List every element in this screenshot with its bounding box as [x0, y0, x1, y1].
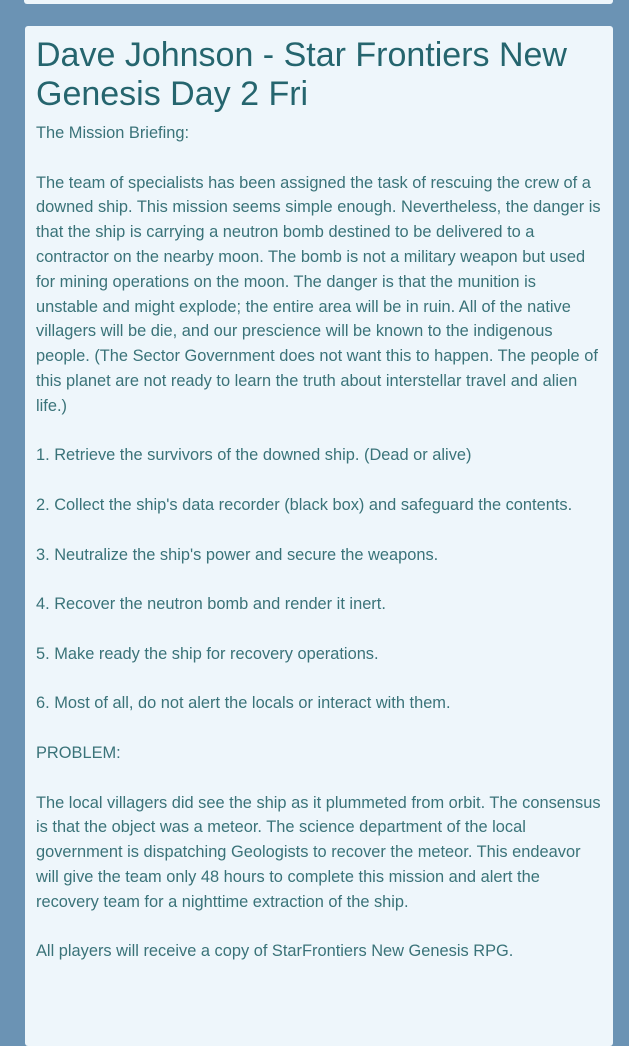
objective-1: 1. Retrieve the survivors of the downed ship. (Dead or alive) — [36, 446, 472, 465]
problem-heading: PROBLEM: — [36, 743, 121, 762]
footer-note: All players will receive a copy of StarFrontiers New Genesis RPG. — [36, 942, 514, 961]
objective-3: 3. Neutralize the ship's power and secure the weapons. — [36, 545, 439, 564]
problem-text: The local villagers did see the ship as it plummeted from orbit. The consensus is that the object was a meteor. The science department of the local government is dispatching Geologists to recover the meteor. This endeavor will give the team only 48 hours to complete this mission and alert the recovery team for a nighttime extraction of the ship. — [36, 793, 601, 911]
post-card — [25, 26, 613, 1046]
objective-2: 2. Collect the ship's data recorder (black box) and safeguard the contents. — [36, 495, 573, 514]
objective-5: 5. Make ready the ship for recovery operations. — [36, 644, 379, 663]
briefing-intro: The team of specialists has been assigned the task of rescuing the crew of a downed ship. This mission seems simple enough. Nevertheless, the danger is that the ship is carrying a neutron bomb destined to be delivered to a contractor on the nearby moon. The bomb is not a military weapon but used for mining operations on the moon. The danger is that the munition is unstable and might explode; the entire area will be in ruin. All of the native villagers will be die, and our prescience will be known to the indigenous people. (The Sector Government does not want this to happen. The people of this planet are not ready to learn the truth about interstellar travel and alien life.) — [36, 173, 601, 415]
post-title: Dave Johnson - Star Frontiers New Genesis Day 2 Fri — [36, 36, 567, 113]
post-content — [36, 121, 602, 964]
objective-4: 4. Recover the neutron bomb and render it inert. — [36, 595, 386, 614]
previous-post-card — [24, 0, 613, 4]
objective-6: 6. Most of all, do not alert the locals or interact with them. — [36, 694, 451, 713]
briefing-heading: The Mission Briefing: — [36, 124, 190, 142]
